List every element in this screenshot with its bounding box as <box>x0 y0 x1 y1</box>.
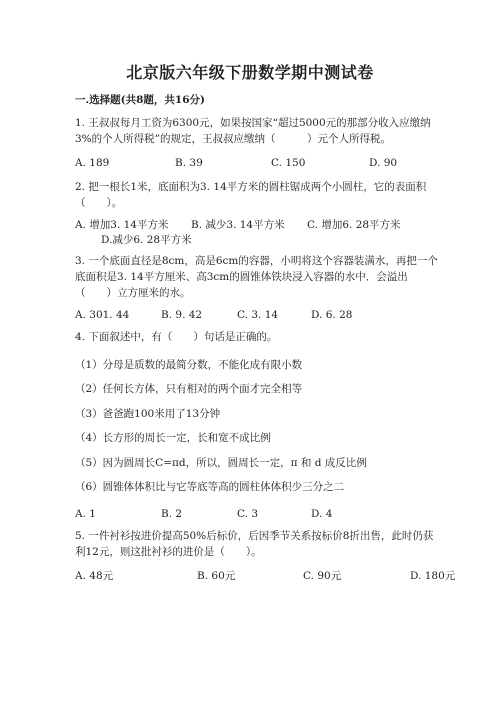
question-2-line-2: （ ）。 <box>75 197 123 209</box>
question-5-option-d: D. 180元 <box>410 570 456 582</box>
question-1-line-1: 1. 王叔叔每月工资为6300元，如果按国家“超过5000元的那部分收入应缴纳 <box>75 117 431 129</box>
statement-2: （2）任何长方体，只有相对的两个面才完全相等 <box>75 383 303 395</box>
question-3-option-b: B. 9. 42 <box>161 309 203 321</box>
statement-4: （4）长方形的周长一定，长和宽不成比例 <box>75 432 271 444</box>
question-3-line-2: 底面积是3. 14平方厘米、高3cm的圆锥体铁块浸入容器的水中．会溢出 <box>75 271 408 283</box>
question-4-option-c: C. 3 <box>237 508 259 520</box>
section-heading: 一.选择题(共8题，共16分) <box>75 94 206 106</box>
question-1-line-2: 3%的个人所得税”的规定，王叔叔应缴纳（ ）元个人所得税。 <box>75 133 392 145</box>
question-5-option-b: B. 60元 <box>197 570 236 582</box>
question-5 <box>75 528 434 560</box>
question-2-option-b: B. 减少3. 14平方米 <box>191 219 285 231</box>
question-1-option-c: C. 150 <box>271 157 306 169</box>
question-3 <box>75 253 438 301</box>
question-4-line-1: 4. 下面叙述中，有（ ）句话是正确的。 <box>75 331 278 343</box>
question-3-line-1: 3. 一个底面直径是8cm，高是6cm的容器，小明将这个容器装满水，再把一个 <box>75 255 438 267</box>
question-4-option-a: A. 1 <box>75 508 96 520</box>
question-2 <box>75 179 430 211</box>
question-2-option-c: C. 增加6. 28平方米 <box>307 219 401 231</box>
statement-5: （5）因为圆周长C=πd，所以，圆周长一定，π 和 d 成反比例 <box>75 457 367 469</box>
question-3-line-3: （ ）立方厘米的水。 <box>75 287 191 299</box>
page-title: 北京版六年级下册数学期中测试卷 <box>126 63 374 82</box>
statement-6: （6）圆锥体体积比与它等底等高的圆柱体体积少三分之二 <box>75 481 345 493</box>
question-3-option-c: C. 3. 14 <box>237 309 279 321</box>
question-3-option-a: A. 301. 44 <box>75 309 130 321</box>
question-4 <box>75 329 430 345</box>
question-5-option-c: C. 90元 <box>303 570 342 582</box>
question-1 <box>75 115 430 147</box>
statement-3: （3）爸爸跑100米用了13分钟 <box>75 408 221 420</box>
question-3-option-d: D. 6. 28 <box>311 309 353 321</box>
question-2-line-1: 2. 把一根长1米，底面积为3. 14平方米的圆柱锯成两个小圆柱，它的表面积 <box>75 181 427 193</box>
question-5-option-a: A. 48元 <box>75 570 114 582</box>
question-4-option-d: D. 4 <box>311 508 333 520</box>
question-1-option-a: A. 189 <box>75 157 110 169</box>
question-1-option-b: B. 39 <box>175 157 203 169</box>
question-4-option-b: B. 2 <box>161 508 183 520</box>
question-2-option-d: D.减少6. 28平方米 <box>101 234 192 246</box>
question-5-line-1: 5. 一件衬衫按进价提高50%后标价，后因季节关系按标价8折出售，此时仍获 <box>75 530 434 542</box>
question-2-option-a: A. 增加3. 14平方米 <box>75 219 169 231</box>
question-5-line-2: 利12元，则这批衬衫的进价是（ ）。 <box>75 546 262 558</box>
question-1-option-d: D. 90 <box>369 157 398 169</box>
statement-1: （1）分母是质数的最简分数，不能化成有限小数 <box>75 359 303 371</box>
